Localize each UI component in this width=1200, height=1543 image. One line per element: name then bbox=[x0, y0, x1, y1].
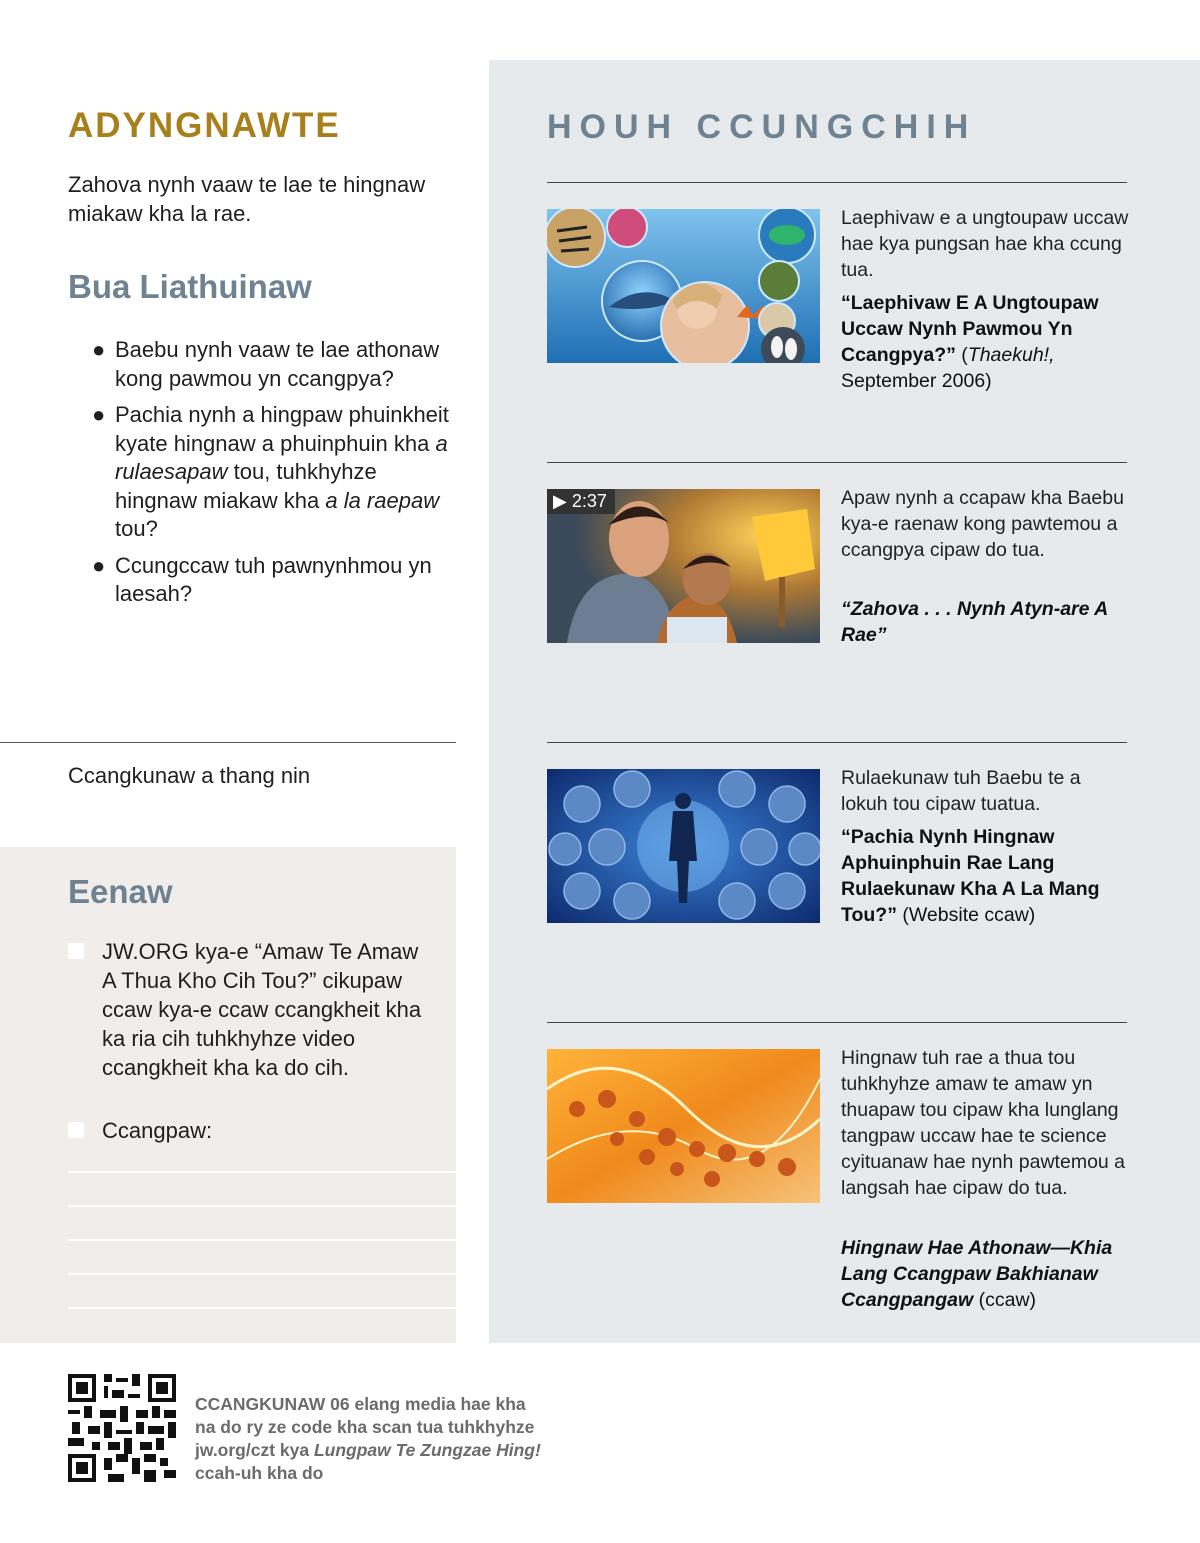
video-duration: ▶ 2:37 bbox=[547, 489, 615, 514]
divider bbox=[547, 742, 1127, 743]
bullet-icon: ● bbox=[92, 402, 106, 427]
dna-icon bbox=[547, 1049, 820, 1203]
entry-thumbnail[interactable] bbox=[547, 1049, 820, 1203]
summary-text: Zahova nynh vaaw te lae te hingnaw miakaw kha la rae. bbox=[68, 172, 426, 226]
entry-title[interactable]: Hingnaw Hae Athonaw—Khia Lang Ccangpaw Bakhianaw Ccangpangaw (ccaw) bbox=[841, 1237, 1113, 1311]
summary-heading: ADYNGNAWTE bbox=[68, 106, 341, 145]
bullet-icon: ● bbox=[92, 337, 106, 362]
review-question: ● Baebu nynh vaaw te lae athonaw kong pawmou yn ccangpya? bbox=[92, 337, 440, 391]
entry-title[interactable]: “Laephivaw E A Ungtoupaw Uccaw Nynh Pawmou Yn Ccangpya?” (Thaekuh!, September 2006) bbox=[841, 292, 1099, 392]
child-butterfly-icon bbox=[547, 209, 820, 363]
qr-code-icon[interactable] bbox=[68, 1374, 176, 1482]
qr-code-graphic bbox=[68, 1374, 176, 1482]
video-thumbnail[interactable] bbox=[547, 489, 820, 643]
date-label: Ccangkunaw a thang nin bbox=[68, 763, 311, 788]
entry-description: Apaw nynh a ccapaw kha Baebu kya-e raenaw kong pawtemou a ccangpya cipaw do tua. bbox=[841, 487, 1124, 561]
review-question: ● Pachia nynh a hingpaw phuinkheit kyate hingnaw a phuinphuin kha a rulaesapaw tou, tuhkhyhze hingnaw miakaw kha a la raepaw tou? bbox=[92, 402, 449, 541]
write-line[interactable] bbox=[68, 1205, 456, 1207]
divider bbox=[547, 182, 1127, 183]
checkbox[interactable] bbox=[68, 1122, 84, 1138]
entry-title[interactable]: “Zahova . . . Nynh Atyn-are A Rae” bbox=[841, 598, 1108, 646]
divider bbox=[547, 462, 1127, 463]
entry-description: Hingnaw tuh rae a thua tou tuhkhyhze amaw te amaw yn thuapaw tou cipaw kha lunglang tangpaw uccaw hae te science cyituanaw hae nynh pawtemou a langsah hae cipaw do tua. bbox=[841, 1047, 1126, 1199]
play-icon[interactable]: ▶ bbox=[553, 491, 567, 511]
more-heading: HOUH CCUNGCHIH bbox=[547, 108, 977, 146]
entry-thumbnail[interactable] bbox=[547, 769, 820, 923]
write-line[interactable] bbox=[68, 1307, 456, 1309]
divider bbox=[0, 742, 456, 743]
review-question: ● Ccungccaw tuh pawnynhmou yn laesah? bbox=[92, 552, 432, 606]
goal-item: Ccangpaw: bbox=[68, 1116, 428, 1145]
entry-description: Laephivaw e a ungtoupaw uccaw hae kya pungsan hae kha ccung tua. bbox=[841, 207, 1129, 281]
review-questions-list bbox=[92, 336, 462, 617]
entry-thumbnail[interactable] bbox=[547, 209, 820, 363]
goal-heading: Eenaw bbox=[68, 873, 173, 910]
entry-source: September 2006) bbox=[841, 370, 992, 392]
goal-box bbox=[0, 847, 456, 1343]
write-line[interactable] bbox=[68, 1273, 456, 1275]
review-heading: Bua Liathuinaw bbox=[68, 268, 312, 305]
write-line[interactable] bbox=[68, 1171, 456, 1173]
entry-description: Rulaekunaw tuh Baebu te a lokuh tou cipaw tuatua. bbox=[841, 767, 1081, 815]
footer-text: CCANGKUNAW 06 elang media hae kha na do ry ze code kha scan tua tuhkhyhze jw.org/czt kya Lungpaw Te Zungzae Hing! ccah-uh kha do bbox=[195, 1394, 541, 1483]
entry-title[interactable]: “Pachia Nynh Hingnaw Aphuinphuin Rae Lang Rulaekunaw Kha A La Mang Tou?” (Website ccaw) bbox=[841, 826, 1100, 926]
goal-item: JW.ORG kya-e “Amaw Te Amaw A Thua Kho Cih Tou?” cikupaw ccaw kya-e ccaw ccangkheit kha ka ria cih tuhkhyhze video ccangkheit kha ka do cih. bbox=[68, 937, 428, 1082]
checkbox[interactable] bbox=[68, 943, 84, 959]
bullet-icon: ● bbox=[92, 552, 106, 578]
divider bbox=[547, 1022, 1127, 1023]
human-animals-icon bbox=[547, 769, 820, 923]
write-line[interactable] bbox=[68, 1239, 456, 1241]
